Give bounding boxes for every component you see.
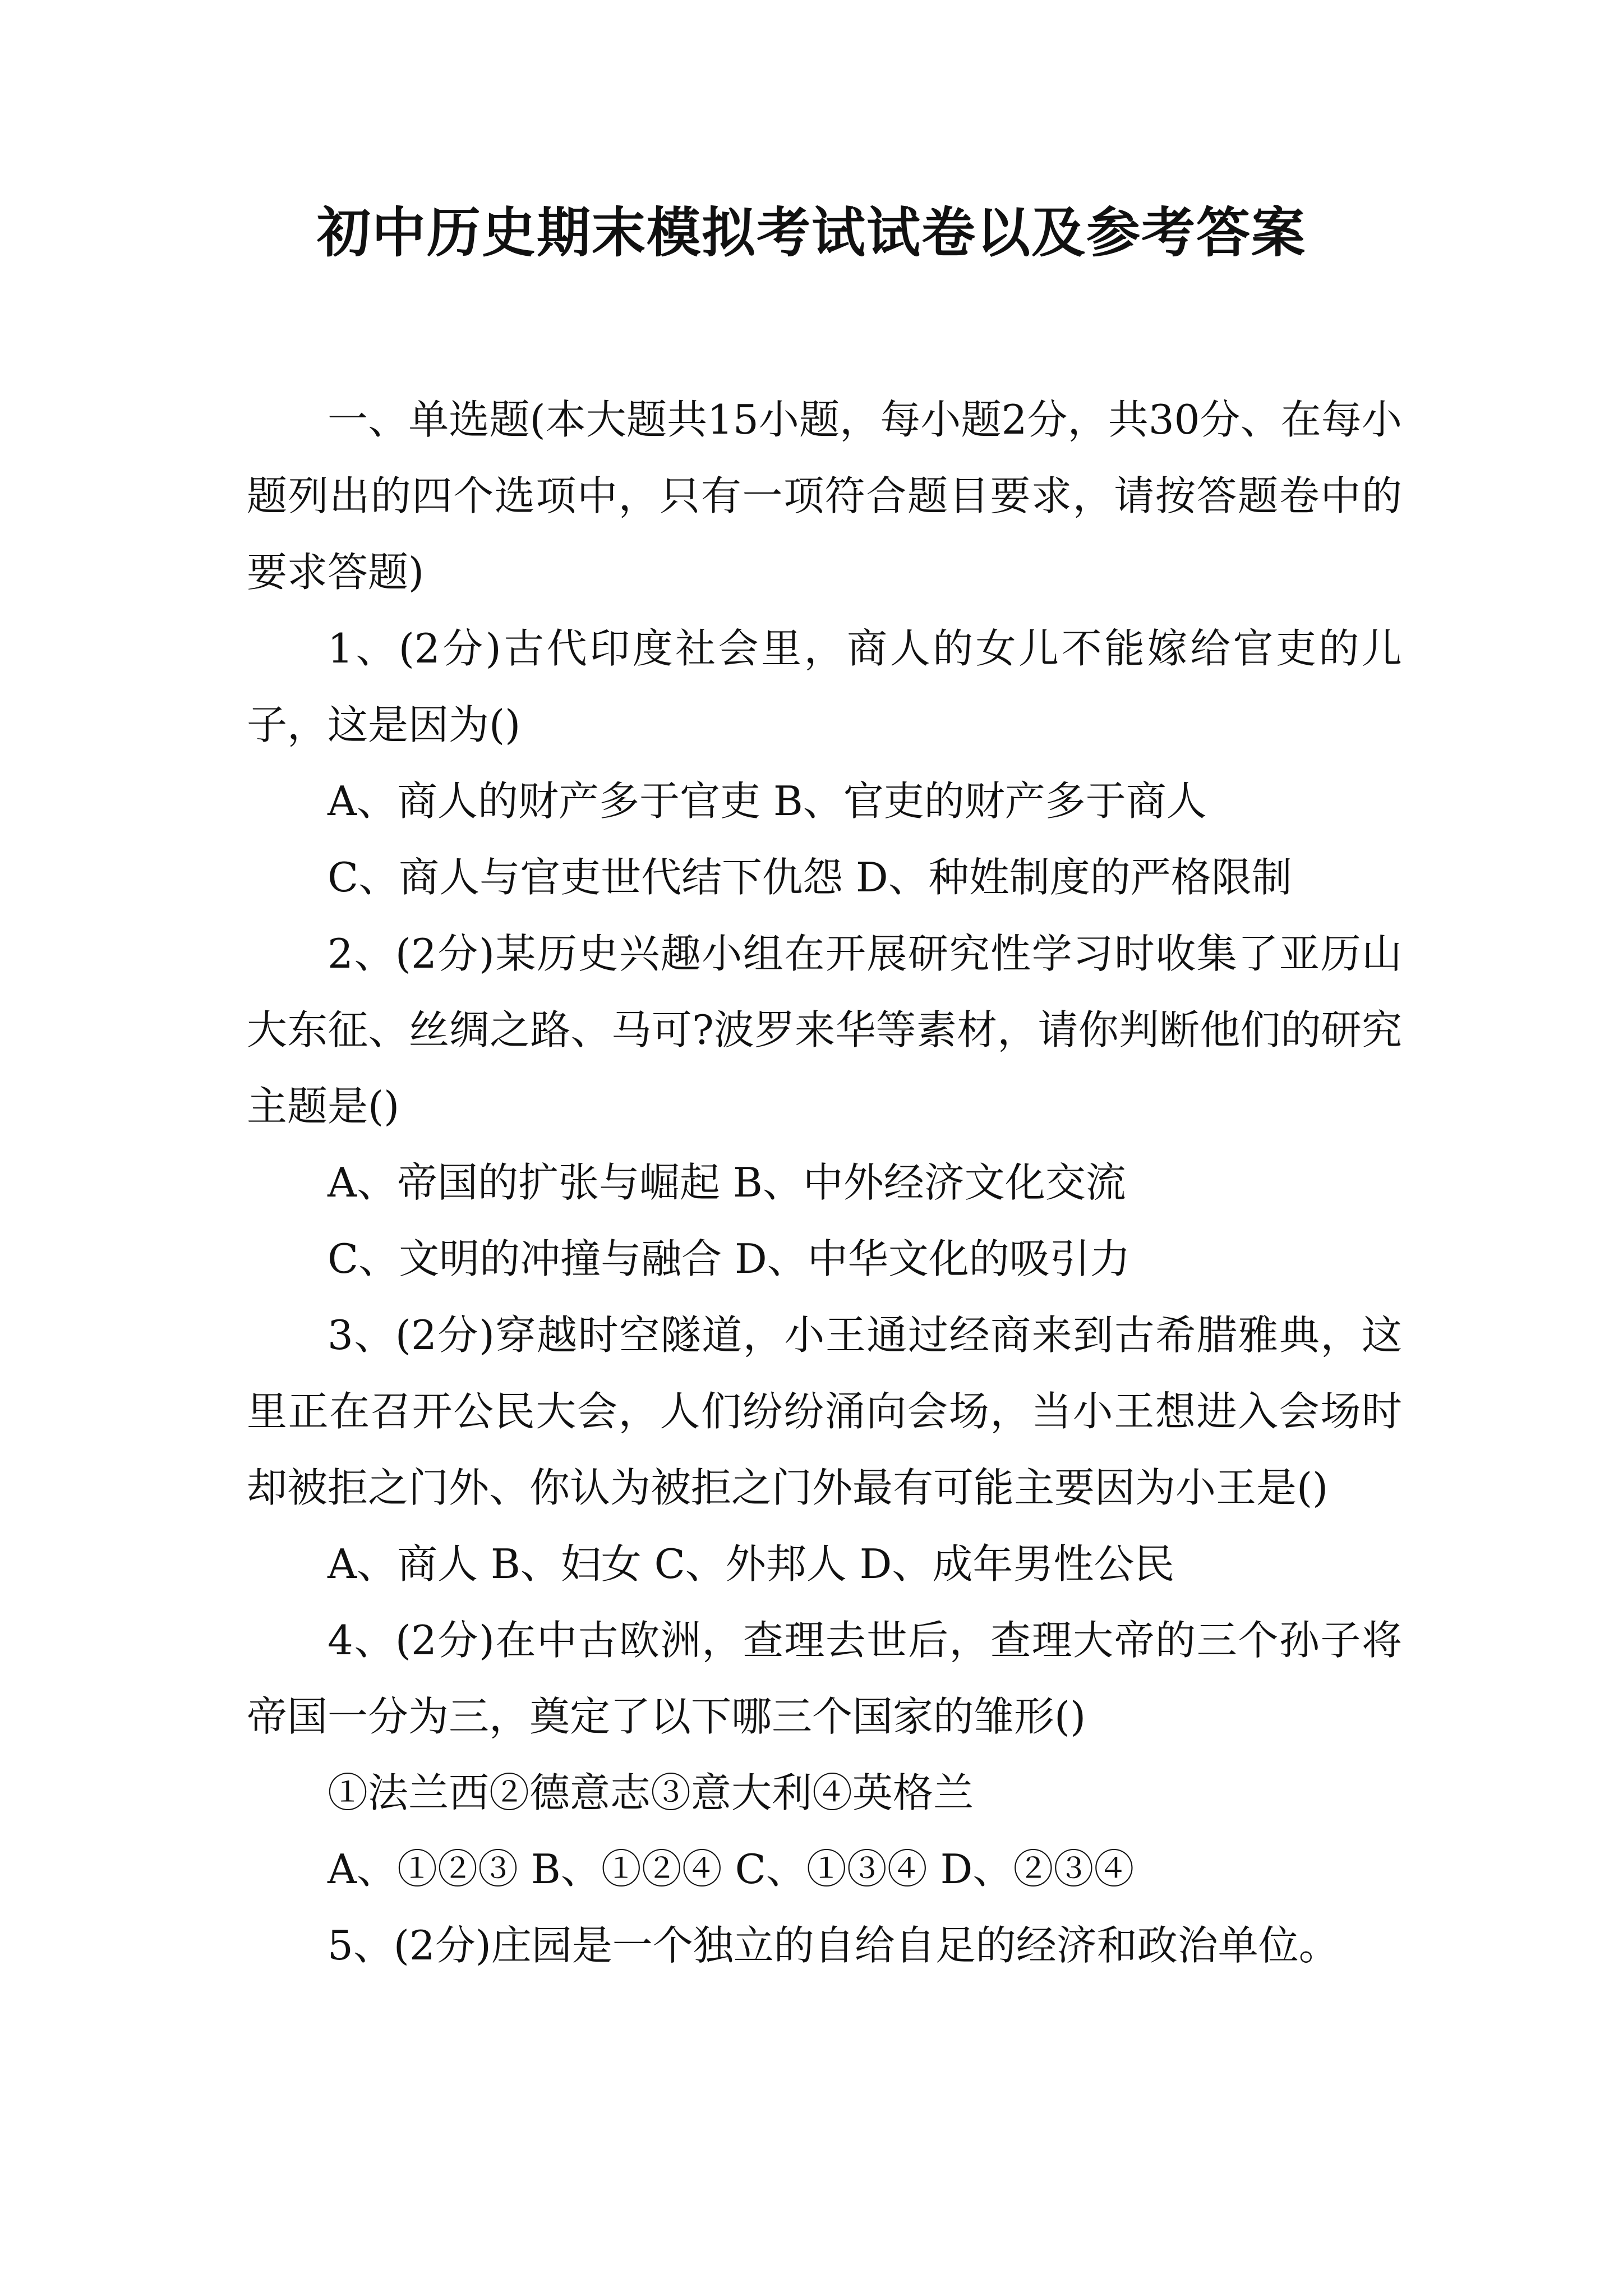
question-2-options-ab: A、帝国的扩张与崛起 B、中外经济文化交流: [328, 1159, 1126, 1206]
question-1-options-cd: C、商人与官吏世代结下仇怨 D、种姓制度的严格限制: [328, 854, 1292, 901]
question-5: 5、(2分)庄园是一个独立的自给自足的经济和政治单位。: [328, 1922, 1339, 1969]
section-heading-single-choice: 一、单选题(本大题共15小题，每小题2分，共30分、在每小题列出的四个选项中，只有一项符合题目要求，请按答题卷中的要求答题): [247, 396, 1402, 596]
question-4-choices-list: ①法兰西②德意志③意大利④英格兰: [328, 1769, 974, 1816]
question-3-options: A、商人 B、妇女 C、外邦人 D、成年男性公民: [328, 1540, 1175, 1588]
question-3: 3、(2分)穿越时空隧道，小王通过经商来到古希腊雅典，这里正在召开公民大会，人们纷纷涌向会场，当小王想进入会场时却被拒之门外、你认为被拒之门外最有可能主要因为小王是(): [247, 1312, 1402, 1511]
question-4-options: A、①②③ B、①②④ C、①③④ D、②③④: [328, 1846, 1135, 1893]
question-4: 4、(2分)在中古欧洲，查理去世后，查理大帝的三个孙子将帝国一分为三，奠定了以下哪三个国家的雏形(): [247, 1617, 1402, 1740]
question-2: 2、(2分)某历史兴趣小组在开展研究性学习时收集了亚历山大东征、丝绸之路、马可?波罗来华等素材，请你判断他们的研究主题是(): [247, 930, 1402, 1130]
question-2-options-cd: C、文明的冲撞与融合 D、中华文化的吸引力: [328, 1235, 1131, 1282]
document-title: 初中历史期末模拟考试试卷以及参考答案: [317, 201, 1306, 264]
question-1-options-ab: A、商人的财产多于官吏 B、官吏的财产多于商人: [328, 777, 1207, 825]
document-body: [247, 381, 1402, 1984]
question-1: 1、(2分)古代印度社会里，商人的女儿不能嫁给官吏的儿子，这是因为(): [247, 625, 1402, 748]
